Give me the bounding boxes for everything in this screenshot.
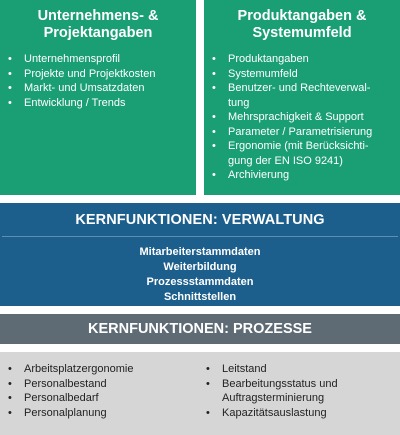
list-item: • Markt- und Umsatzdaten [8, 81, 192, 96]
list-item: • Systemumfeld [212, 67, 396, 82]
core-process-left-list [0, 362, 200, 420]
list-item: • Mehrsprachigkeit & Support [212, 110, 396, 125]
list-item: • Leitstand [206, 362, 394, 377]
core-admin-title: KERNFUNKTIONEN: VERWALTUNG [75, 212, 325, 228]
list-item: Mitarbeiterstammdaten [139, 246, 261, 258]
list-item: • Projekte und Projektkosten [8, 67, 192, 82]
company-project-list [0, 52, 196, 110]
core-process-panel [0, 352, 400, 435]
product-system-title-line1: Produktangaben & [237, 8, 367, 24]
list-item: • Kapazitätsauslastung [206, 406, 394, 421]
product-system-title-line2: Systemumfeld [252, 25, 352, 41]
list-item: Schnittstellen [163, 291, 237, 303]
list-item [206, 377, 394, 406]
list-item: Prozessstammdaten [146, 276, 254, 288]
list-item: • Arbeitsplatzergonomie [8, 362, 196, 377]
core-process-right-column [198, 352, 398, 420]
list-item [212, 139, 396, 168]
list-item: • Personalplanung [8, 406, 196, 421]
list-item [212, 81, 396, 110]
core-admin-list [0, 245, 400, 305]
list-item: • Archivierung [212, 168, 396, 183]
company-project-title [0, 8, 196, 42]
core-admin-band [0, 203, 400, 306]
list-item-line: Auftragsterminierung [222, 392, 325, 404]
list-item: • Personalbedarf [8, 391, 196, 406]
company-project-panel [0, 0, 196, 195]
company-project-title-line2: Projektangaben [43, 25, 153, 41]
list-item: • Produktangaben [212, 52, 396, 67]
list-item: • Entwicklung / Trends [8, 96, 192, 111]
list-item-line: gung der EN ISO 9241) [228, 154, 343, 167]
core-process-left-column [0, 352, 200, 420]
list-item-line: • Bearbeitungsstatus und [222, 377, 338, 390]
core-process-right-list [198, 362, 398, 420]
list-item-line: tung [228, 96, 250, 109]
core-process-title: KERNFUNKTIONEN: PROZESSE [0, 314, 400, 344]
list-item: • Personalbestand [8, 377, 196, 392]
product-system-panel [204, 0, 400, 195]
list-item-line: • Ergonomie (mit Berücksichti- [228, 140, 369, 152]
product-system-title [204, 8, 400, 42]
list-item-line: • Benutzer- und Rechteverwal- [228, 82, 371, 94]
list-item: • Unternehmensprofil [8, 52, 192, 67]
product-system-list [204, 52, 400, 183]
company-project-title-line1: Unternehmens- & [37, 8, 159, 24]
list-item: Weiterbildung [163, 261, 237, 273]
list-item: • Parameter / Parametrisierung [212, 125, 396, 140]
divider [2, 236, 398, 237]
